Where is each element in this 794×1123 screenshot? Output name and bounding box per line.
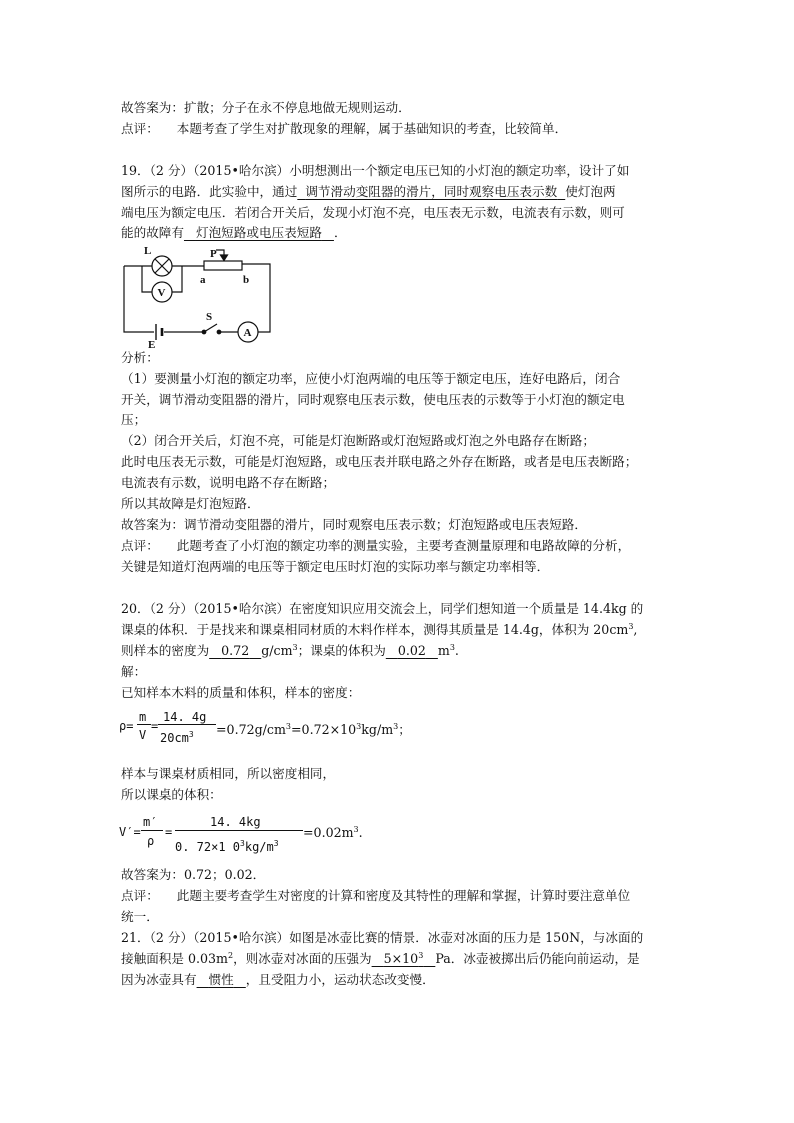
q19-answer-blank-1-text: 调节滑动变阻器的滑片，同时观察电压表示数 [305,184,558,199]
eq1-result-c: kg/m [361,722,394,737]
lamp-cross [155,259,169,273]
switch-contact-right [217,330,221,334]
q19-analysis-label: 分析： [121,350,159,365]
q21-line-2-tail: Pa．冰壶被掷出后仍能向前运动，是 [435,951,640,966]
eq1-m: m [139,710,147,724]
q19-line-1: 19．（2 分）（2015•哈尔滨）小明想测出一个额定电压已知的小灯泡的额定功率，设计了如 [121,163,630,178]
q19-comment-line-2: 关键是知道灯泡两端的电压等于额定电压时灯泡的实际功率与额定功率相等． [121,559,550,574]
eq1-fraction-bar-2 [158,724,216,725]
eq2-result-text: =0.02m [303,825,354,840]
q18-comment-line [121,121,567,137]
rheostat-b-label: b [243,274,250,286]
q20-comment-label: 点评： [121,888,159,903]
ammeter-label: A [243,327,252,339]
switch-icon [204,324,217,332]
q19-analysis-3: 压； [121,412,147,427]
q19-answer: 故答案为：调节滑动变阻器的滑片，同时观察电压表示数；灯泡短路或电压表短路． [121,517,587,532]
q20-answer-blank-1 [209,643,261,658]
eq2-m: m′ [143,815,158,829]
q21-line-2: 接触面积是 $0.03m^2$，则冰壶对冰面的压强为 $5\times 10^3$ Pa．冰壶被掷出后仍能向前运动，是 [121,951,640,966]
eq2-denominator-a: 0. 72×1 0 [175,840,241,854]
q21-line-3-tail: ，且受阻力小，运动状态改变慢． [245,972,435,987]
q20-answer-blank-1-text: 0.72 [221,643,250,658]
q20-solve-2: 样本与课桌材质相同，所以密度相同， [121,766,336,781]
rheostat-icon [204,261,242,270]
q19-comment-text-1: 此题考查了小灯泡的额定功率的测量实验，主要考查测量原理和电路故障的分析， [176,538,631,553]
q21-answer-blank-1: $5\times 10^3$ [383,951,424,966]
eq1-numerator: 14. 4g [163,710,207,724]
q18-answer-label: 故答案为： [121,100,184,115]
switch-label: S [206,311,213,323]
eq1-denominator-text: 20cm [160,731,189,745]
q19-line-4-tail: ． [333,225,347,240]
eq1-rho: ρ= [119,719,134,733]
q21-answer-blank-2-text: 惯性 [208,972,234,987]
q19-line-2-tail: 使灯泡两 [565,184,616,199]
q20-line-2: 课桌的体积．于是找来和课桌相同材质的木料作样本，测得其质量是 14.4g，体积为 $20cm^3$, [121,622,638,637]
eq1-result-b: =0.72×10 [291,722,357,737]
q19-answer-blank-2-text: 灯泡短路或电压表短路 [195,225,322,240]
q20-line-3-text: 则样本的密度为 [121,643,210,658]
q19-line-4 [121,225,347,241]
eq2-fraction-bar-1 [141,830,163,831]
eq1-result-a: =0.72g/cm [216,722,286,737]
q19-analysis-7: 所以其故障是灯泡短路． [121,496,260,511]
q18-answer-text: 扩散；分子在永不停息地做无规则运动． [183,100,411,115]
rheostat-arrow-icon [221,255,228,261]
q19-line-2 [121,184,616,200]
voltmeter-label: V [157,287,166,299]
q20-solve-3: 所以课桌的体积： [121,787,222,802]
circuit-diagram [118,244,278,350]
eq2-numerator: 14. 4kg [210,815,261,829]
q20-answer-blank-2-text: 0.02 [397,643,426,658]
q20-answer: 故答案为：0.72；0.02． [121,867,266,882]
eq2-result: $=0.02m^3$. [303,825,363,840]
eq2-denominator-b: kg/m [244,840,274,854]
q21-line-2-text: 接触面积是 0.03m [121,951,228,966]
q19-comment-label: 点评： [121,538,159,553]
eq2-v: V′= [119,825,141,839]
q19-answer-blank-1 [297,184,565,199]
q20-line-1: 20．（2 分）（2015•哈尔滨）在密度知识应用交流会上，同学们想知道一个质量是 14.4kg 的 [121,601,644,616]
circuit-left-wire [124,266,154,332]
q19-answer-blank-2 [184,225,334,240]
q19-comment-line-1 [121,538,630,554]
eq2-denominator: 0. 72×1 $0^3kg/m^3$ [175,839,279,854]
q19-line-2-text: 图所示的电路．此实验中，通过 [121,184,298,199]
q18-comment-text: 本题考查了学生对扩散现象的理解，属于基础知识的考查，比较简单． [176,121,568,136]
q19-line-3: 端电压为额定电压．若闭合开关后，发现小灯泡不亮，电压表无示数，电流表有示数，则可 [121,205,625,220]
q20-comment-line-2: 统一． [121,909,159,924]
q21-line-3-text: 因为冰壶具有 [121,972,197,987]
q18-answer-line [121,100,411,116]
q21-line-1: 21．（2 分）（2015•哈尔滨）如图是冰壶比赛的情景．冰壶对冰面的压力是 150N，与冰面的 [121,930,644,945]
q21-answer-blank-1-text: 5×10 [383,951,419,966]
q21-line-3 [121,972,435,988]
eq2-rho: ρ [147,834,155,848]
q18-comment-label: 点评： [121,121,159,136]
eq1-v: V [139,728,147,742]
q20-line-3-mid: ；课桌的体积为 [297,643,386,658]
q20-answer-blank-2 [386,643,438,658]
q20-line-3: 则样本的密度为 0.72 $g/cm^3$；课桌的体积为 0.02 $m^3$. [121,643,459,658]
q20-comment-line-1 [121,888,630,904]
eq1-result: $=0.72g/cm^3=0.72\times 10^3kg/m^3$； [216,722,411,737]
eq1-denominator: $20cm^3$ [160,730,194,745]
rheostat-p-label: P [210,248,217,260]
eq1-fraction-bar-1 [137,724,151,725]
q21-answer-blank-2 [197,972,246,987]
q19-line-4-text: 能的故障有 [121,225,184,240]
q19-analysis-1: （1）要测量小灯泡的额定功率，应使小灯泡两端的电压等于额定电压，连好电路后，闭合 [121,371,621,386]
q19-analysis-2: 开关，调节滑动变阻器的滑片，同时观察电压表示数，使电压表的示数等于小灯泡的额定电 [121,392,625,407]
q20-solve-1: 已知样本木料的质量和体积，样本的密度： [121,685,361,700]
q20-unit-1: g/cm [261,643,293,658]
eq2-fraction-bar-2 [175,830,303,831]
source-label: E [148,339,156,350]
q20-line-2-text: 课桌的体积．于是找来和课桌相同材质的木料作样本，测得其质量是 14.4g，体积为 20cm [121,622,629,637]
rheostat-a-label: a [200,274,206,286]
lamp-label: L [144,245,152,257]
q20-unit-2: m [437,643,450,658]
q21-line-2-mid: ，则冰壶对冰面的压强为 [233,951,372,966]
q19-analysis-5: 此时电压表无示数，可能是灯泡短路，或电压表并联电路之外存在断路，或者是电压表断路； [121,454,638,469]
q19-analysis-6: 电流表有示数，说明电路不存在断路； [121,475,336,490]
q20-comment-text-1: 此题主要考查学生对密度的计算和密度及其特性的理解和掌握，计算时要注意单位 [176,888,631,903]
q19-analysis-4: （2）闭合开关后，灯泡不亮，可能是灯泡断路或灯泡短路或灯泡之外电路存在断路； [121,433,595,448]
q20-solve-label: 解： [121,664,147,679]
